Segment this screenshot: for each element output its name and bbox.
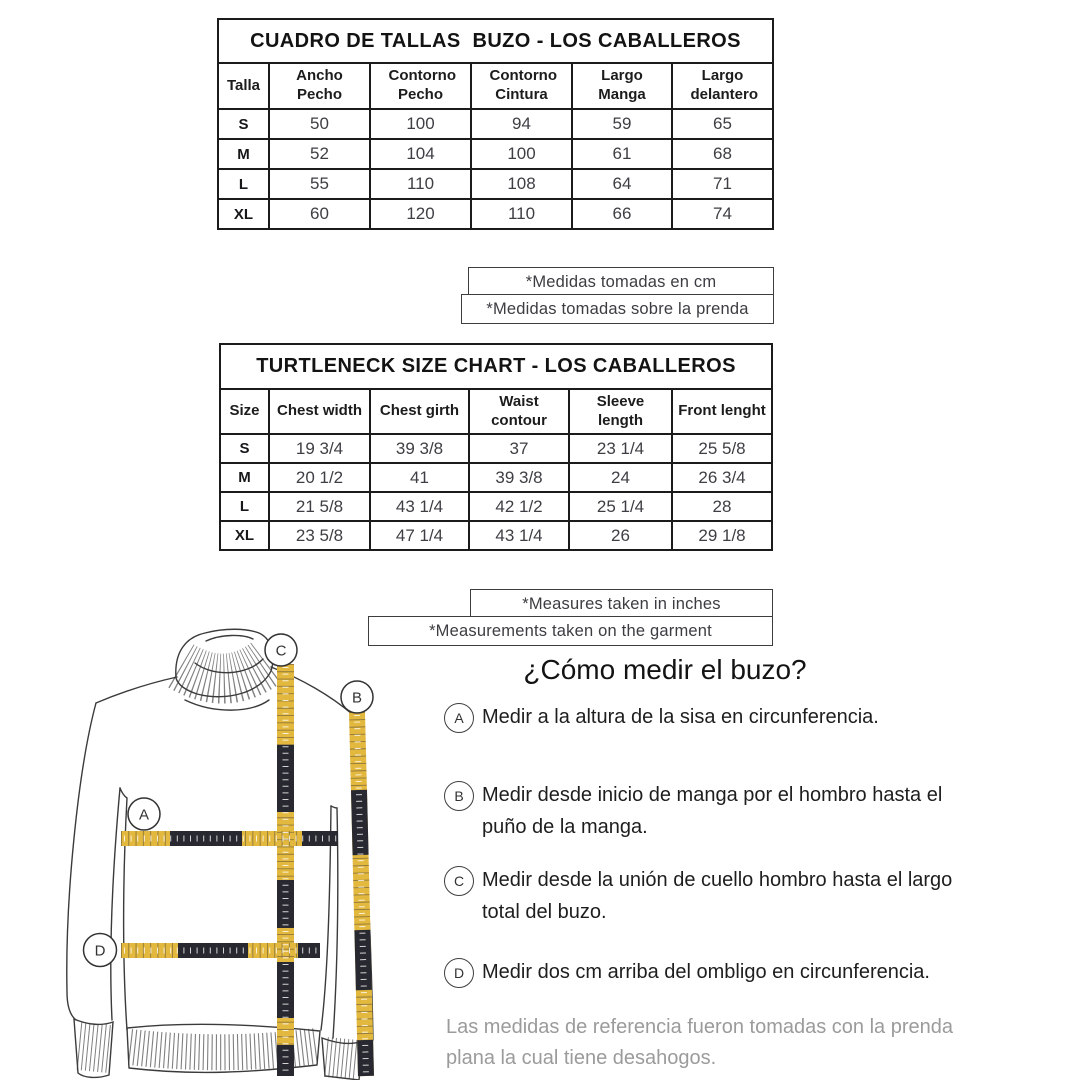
table-cm-title: CUADRO DE TALLAS BUZO - LOS CABALLEROS	[218, 19, 773, 63]
cell-value: 28	[672, 492, 772, 521]
table-in-title: TURTLENECK SIZE CHART - LOS CABALLEROS	[220, 344, 772, 389]
cell-value: 20 1/2	[269, 463, 370, 492]
size-label: M	[218, 139, 269, 169]
cell-value: 25 1/4	[569, 492, 672, 521]
table-row	[218, 169, 773, 199]
col-header-size: Size	[220, 389, 269, 434]
cell-value: 43 1/4	[469, 521, 569, 550]
cell-value: 68	[672, 139, 773, 169]
col-header-waist-contour: Waist contour	[469, 389, 569, 434]
note-measures-on-garment-en: *Measurements taken on the garment	[368, 616, 773, 646]
cell-value: 110	[471, 199, 572, 229]
cell-value: 52	[269, 139, 370, 169]
table-row	[218, 199, 773, 229]
size-label: S	[218, 109, 269, 139]
step-c-text: Medir desde la unión de cuello hombro hasta el largo total del buzo.	[482, 869, 953, 923]
cell-value: 55	[269, 169, 370, 199]
table-row	[220, 463, 772, 492]
cell-value: 23 1/4	[569, 434, 672, 463]
step-b-text: Medir desde inicio de manga por el hombro hasta el puño de la manga.	[482, 784, 943, 838]
howto-step-a	[444, 701, 982, 733]
cell-value: 66	[572, 199, 672, 229]
step-a-badge: A	[444, 703, 474, 733]
step-d-badge: D	[444, 958, 474, 988]
cell-value: 42 1/2	[469, 492, 569, 521]
marker-b-label: B	[351, 689, 363, 707]
marker-c-label: C	[275, 642, 287, 660]
sweater-outline	[67, 629, 373, 1080]
table-header-row	[220, 389, 772, 434]
col-header-sleeve-length: Sleeve length	[569, 389, 672, 434]
size-label: L	[220, 492, 269, 521]
col-header-chest-girth: Chest girth	[370, 389, 469, 434]
cell-value: 23 5/8	[269, 521, 370, 550]
cell-value: 19 3/4	[269, 434, 370, 463]
note-measures-on-garment-es: *Medidas tomadas sobre la prenda	[461, 294, 774, 324]
note-measures-inches: *Measures taken in inches	[470, 589, 773, 619]
size-label: S	[220, 434, 269, 463]
step-d-text: Medir dos cm arriba del ombligo en circunferencia.	[482, 961, 930, 983]
col-header-largo-manga: Largo Manga	[572, 63, 672, 109]
howto-step-b	[444, 779, 982, 843]
tape-yellow	[121, 664, 338, 1076]
cell-value: 120	[370, 199, 471, 229]
cell-value: 39 3/8	[469, 463, 569, 492]
cell-value: 50	[269, 109, 370, 139]
cell-value: 29 1/8	[672, 521, 772, 550]
cell-value: 59	[572, 109, 672, 139]
cell-value: 94	[471, 109, 572, 139]
howto-step-c	[444, 864, 982, 928]
step-b-badge: B	[444, 781, 474, 811]
sweater-illustration	[30, 610, 450, 1080]
col-header-contorno-pecho: Contorno Pecho	[370, 63, 471, 109]
cell-value: 26	[569, 521, 672, 550]
cell-value: 47 1/4	[370, 521, 469, 550]
table-row	[218, 109, 773, 139]
cell-value: 64	[572, 169, 672, 199]
step-a-text: Medir a la altura de la sisa en circunferencia.	[482, 706, 879, 728]
cell-value: 26 3/4	[672, 463, 772, 492]
cell-value: 104	[370, 139, 471, 169]
reference-disclaimer: Las medidas de referencia fueron tomadas con la prenda plana la cual tiene desahogos.	[446, 1016, 953, 1069]
col-header-ancho-pecho: Ancho Pecho	[269, 63, 370, 109]
col-header-chest-width: Chest width	[269, 389, 370, 434]
table-title-row	[220, 344, 772, 389]
cell-value: 108	[471, 169, 572, 199]
cell-value: 25 5/8	[672, 434, 772, 463]
step-c-badge: C	[444, 866, 474, 896]
cell-value: 100	[370, 109, 471, 139]
cell-value: 110	[370, 169, 471, 199]
size-label: M	[220, 463, 269, 492]
rib-texture	[79, 662, 358, 1060]
marker-a-label: A	[138, 806, 150, 824]
size-table-inches	[219, 343, 773, 551]
col-header-contorno-cintura: Contorno Cintura	[471, 63, 572, 109]
col-header-talla: Talla	[218, 63, 269, 109]
size-table-cm	[217, 18, 774, 230]
cell-value: 61	[572, 139, 672, 169]
marker-d-label: D	[94, 942, 106, 960]
table-row	[220, 521, 772, 550]
note-measures-cm: *Medidas tomadas en cm	[468, 267, 774, 297]
cell-value: 43 1/4	[370, 492, 469, 521]
cell-value: 37	[469, 434, 569, 463]
cell-value: 21 5/8	[269, 492, 370, 521]
cell-value: 41	[370, 463, 469, 492]
cell-value: 24	[569, 463, 672, 492]
table-row	[220, 434, 772, 463]
cell-value: 60	[269, 199, 370, 229]
cell-value: 74	[672, 199, 773, 229]
col-header-front-lenght: Front lenght	[672, 389, 772, 434]
cell-value: 65	[672, 109, 773, 139]
cell-value: 71	[672, 169, 773, 199]
cell-value: 39 3/8	[370, 434, 469, 463]
table-row	[218, 139, 773, 169]
howto-title: ¿Cómo medir el buzo?	[523, 654, 807, 685]
col-header-largo-delantero: Largo delantero	[672, 63, 773, 109]
howto-step-d	[444, 956, 982, 988]
cell-value: 100	[471, 139, 572, 169]
size-label: XL	[220, 521, 269, 550]
size-label: L	[218, 169, 269, 199]
size-label: XL	[218, 199, 269, 229]
table-header-row	[218, 63, 773, 109]
table-title-row	[218, 19, 773, 63]
table-row	[220, 492, 772, 521]
